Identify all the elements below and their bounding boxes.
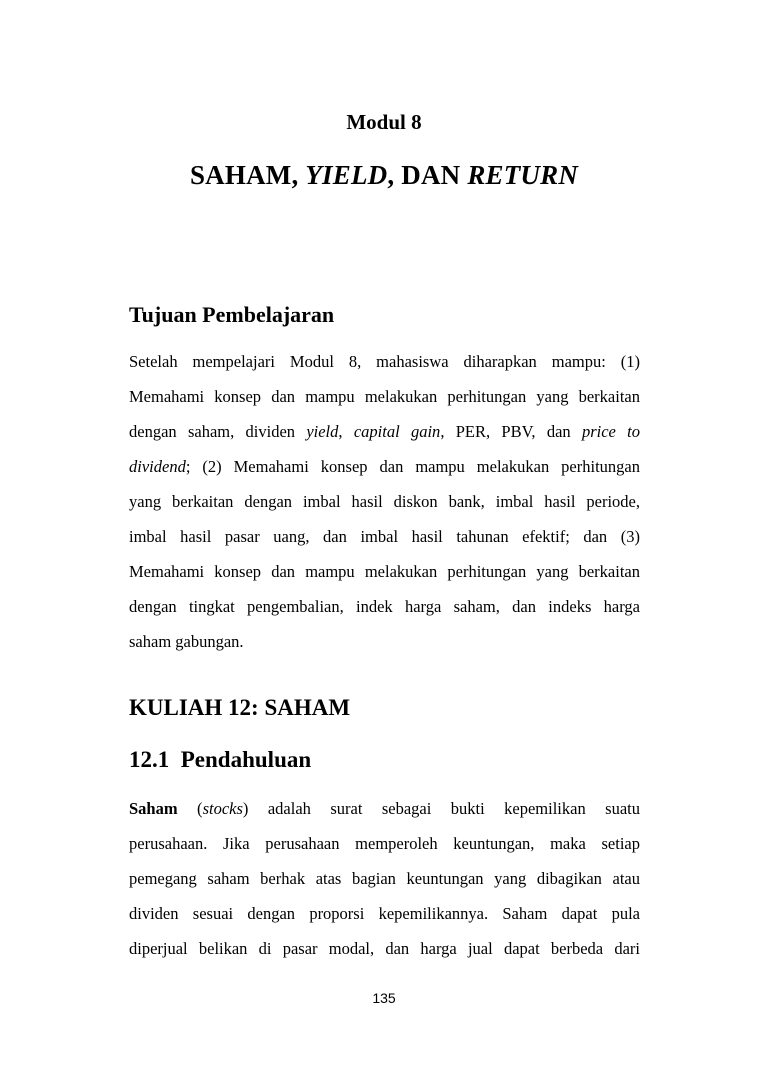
module-label: Modul 8 (346, 110, 422, 134)
text-segment: saham gabungan. (129, 632, 244, 651)
paragraph-line (129, 344, 640, 379)
text-segment: Memahami konsep dan mampu melakukan perhitungan yang berkaitan (129, 562, 640, 581)
paragraph-line (129, 931, 640, 966)
module-title-italic-yield: YIELD (305, 160, 388, 190)
module-title (0, 160, 768, 191)
text-segment: ( (177, 799, 203, 818)
text-segment: imbal hasil pasar uang, dan imbal hasil tahunan efektif; dan (3) (129, 527, 640, 546)
module-title-part2: , DAN (387, 160, 468, 190)
text-segment: Setelah mempelajari Modul 8, mahasiswa diharapkan mampu: (1) (129, 352, 640, 371)
objectives-heading: Tujuan Pembelajaran (129, 302, 335, 327)
text-segment: dividen sesuai dengan proporsi kepemilikannya. Saham dapat pula (129, 904, 640, 923)
text-segment: diperjual belikan di pasar modal, dan harga jual dapat berbeda dari (129, 939, 640, 958)
section-heading: 12.1 Pendahuluan (129, 747, 312, 772)
lecture-paragraph (129, 791, 640, 966)
text-segment: pemegang saham berhak atas bagian keuntungan yang dibagikan atau (129, 869, 640, 888)
paragraph-line (129, 624, 640, 659)
text-segment: ) adalah surat sebagai bukti kepemilikan suatu (242, 799, 640, 818)
term-stocks: stocks (202, 799, 243, 818)
page-number: 135 (372, 990, 396, 1006)
term-yield: yield (306, 422, 339, 441)
paragraph-line (129, 519, 640, 554)
text-segment: dengan saham, dividen (129, 422, 307, 441)
paragraph-line (129, 484, 640, 519)
paragraph-line (129, 896, 640, 931)
module-title-part1: SAHAM, (189, 160, 306, 190)
text-segment: , PER, PBV, dan (440, 422, 582, 441)
text-segment: yang berkaitan dengan imbal hasil diskon bank, imbal hasil periode, (129, 492, 640, 511)
text-segment: ; (2) Memahami konsep dan mampu melakukan perhitungan (185, 457, 640, 476)
paragraph-line (129, 861, 640, 896)
text-segment: dengan tingkat pengembalian, indek harga saham, dan indeks harga (129, 597, 640, 616)
text-segment: Memahami konsep dan mampu melakukan perhitungan yang berkaitan (129, 387, 640, 406)
term-saham: Saham (129, 799, 178, 818)
lecture-heading: KULIAH 12: SAHAM (129, 695, 351, 720)
paragraph-line (129, 379, 640, 414)
term-price-to: price to (581, 422, 640, 441)
module-title-italic-return: RETURN (467, 160, 579, 190)
paragraph-line (129, 414, 640, 449)
term-dividend: dividend (129, 457, 186, 476)
paragraph-line (129, 589, 640, 624)
text-segment: , (338, 422, 354, 441)
paragraph-line (129, 826, 640, 861)
text-segment: perusahaan. Jika perusahaan memperoleh keuntungan, maka setiap (129, 834, 640, 853)
paragraph-line (129, 449, 640, 484)
term-capital-gain: capital gain (353, 422, 441, 441)
paragraph-line (129, 554, 640, 589)
paragraph-line (129, 791, 640, 826)
objectives-paragraph (129, 344, 640, 659)
